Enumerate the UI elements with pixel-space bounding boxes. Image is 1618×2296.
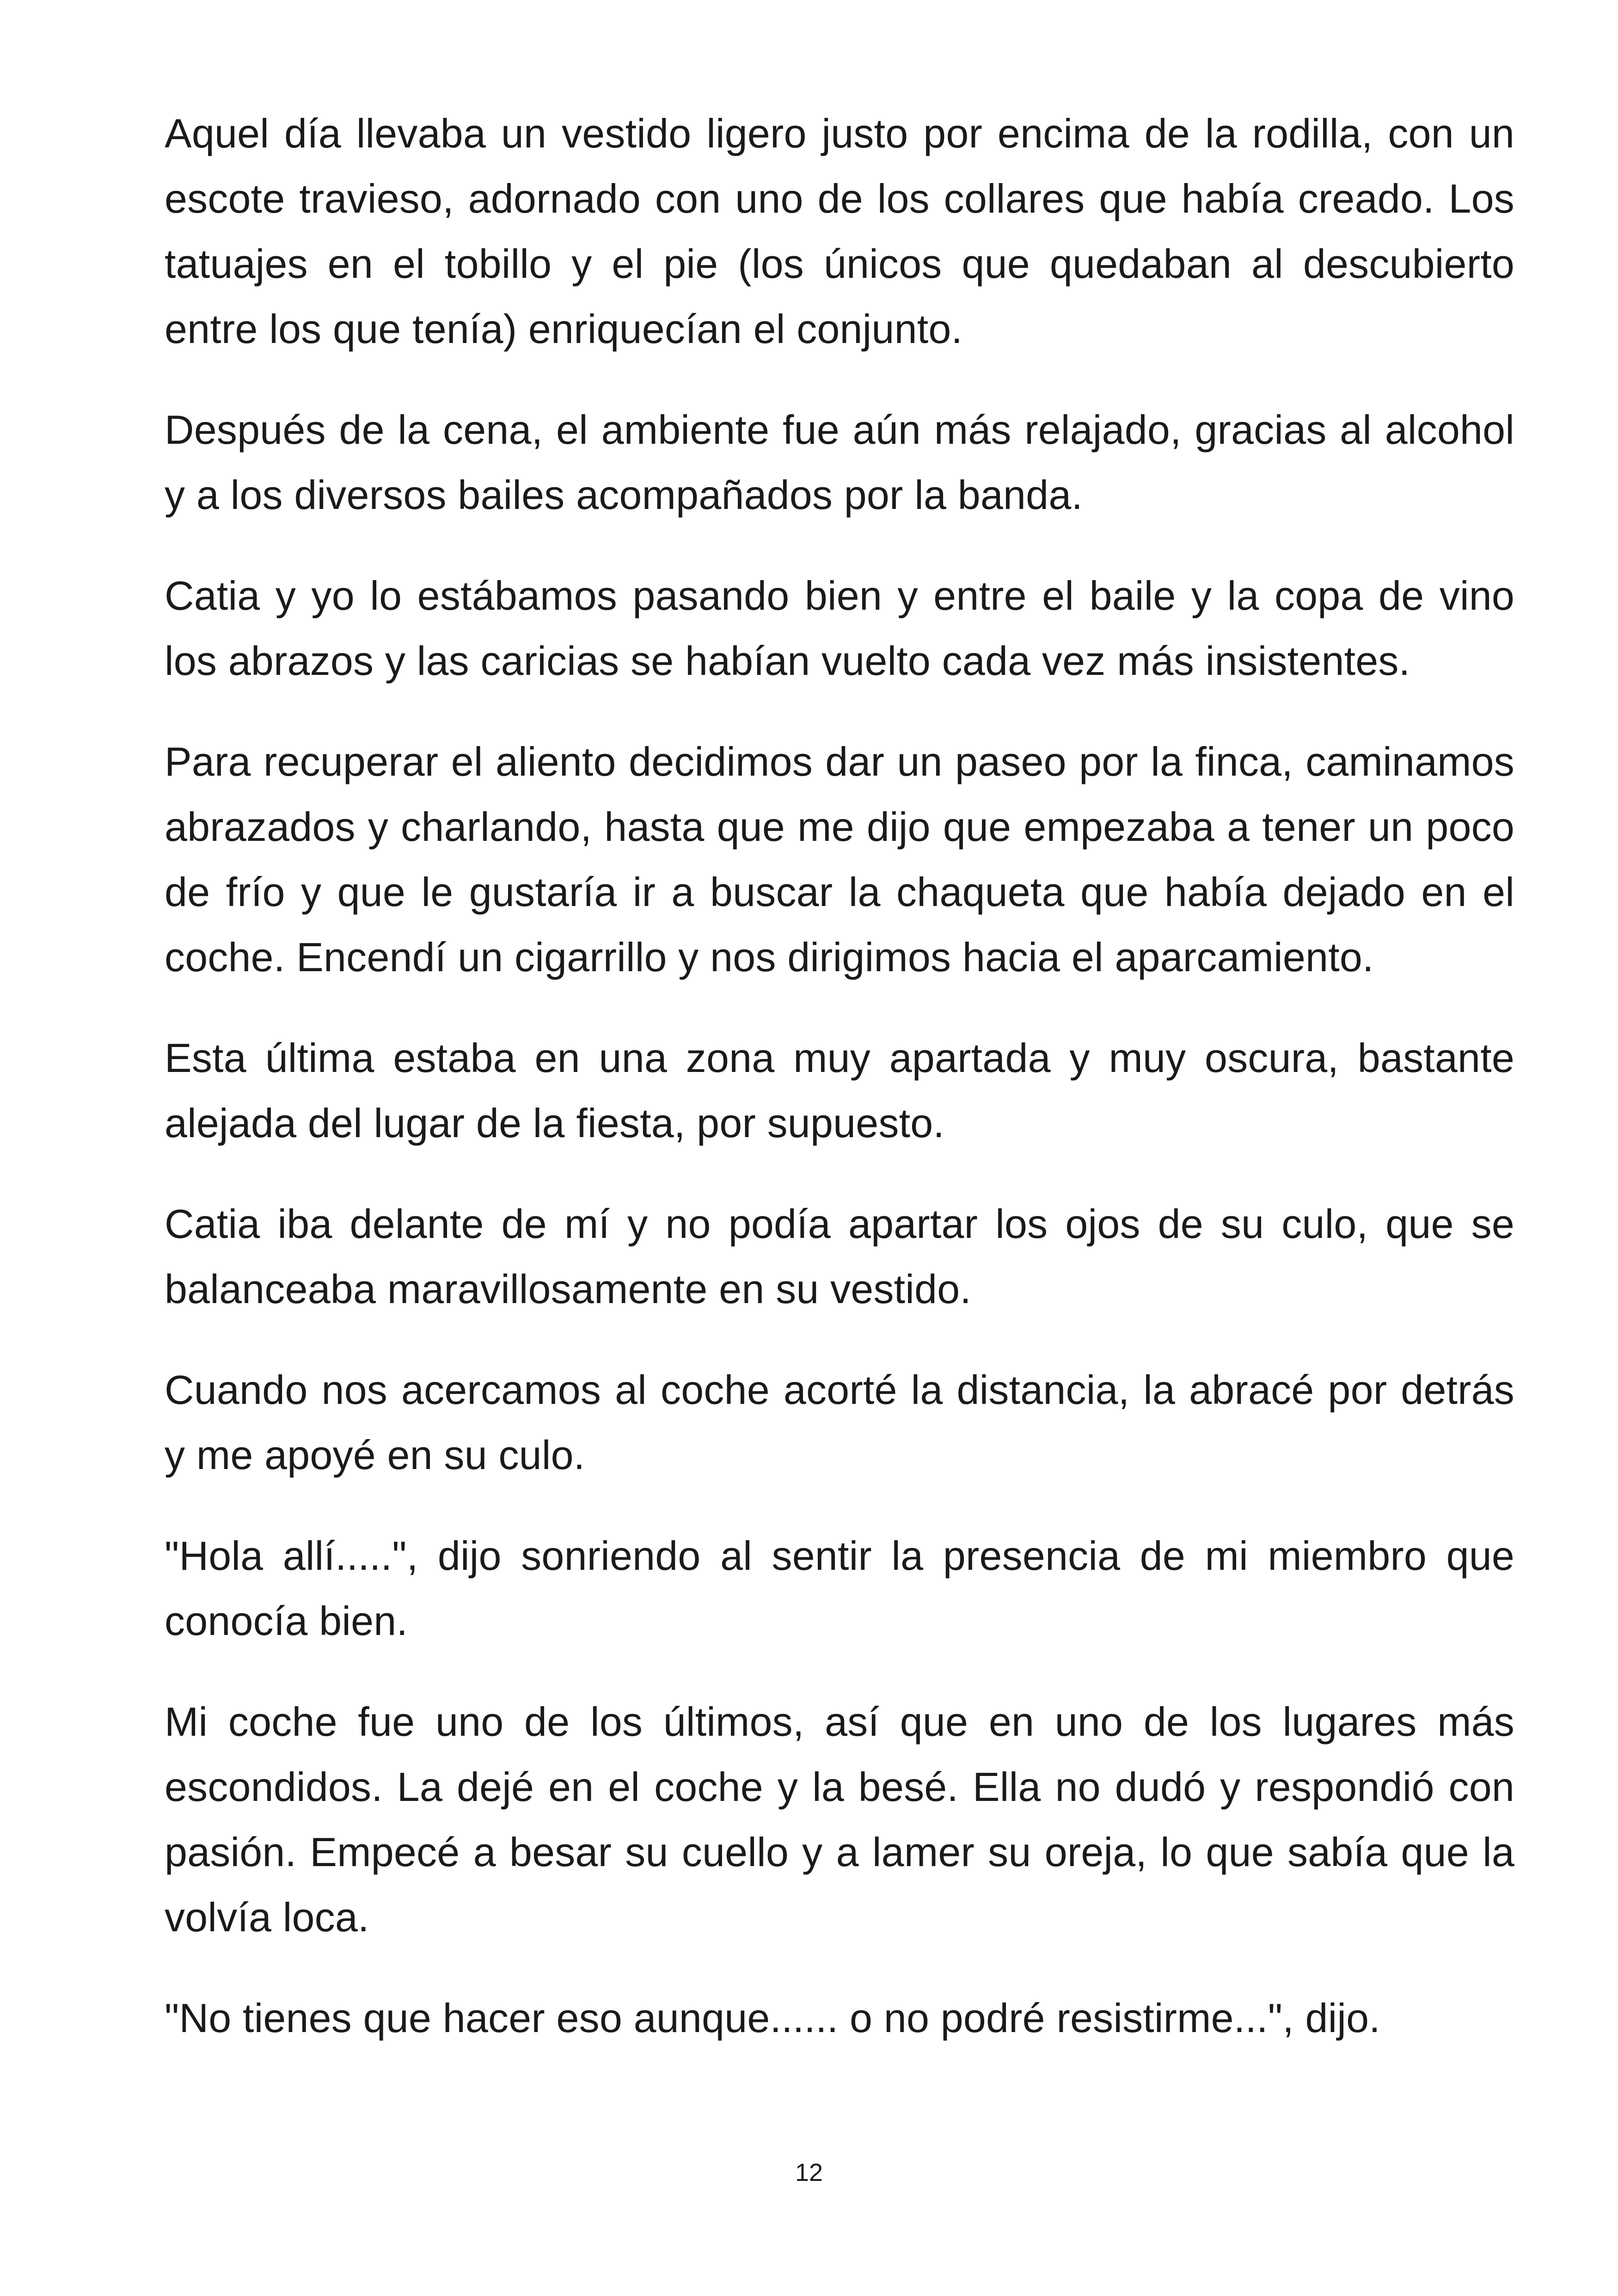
paragraph-4: Para recuperar el aliento decidimos dar un paseo por la finca, caminamos abrazados y charlando, hasta que me dijo que empezaba a tener un poco de frío y que le gustaría ir a buscar la chaqueta que había dejado en el coche. Encendí un cigarrillo y nos dirigimos hacia el aparcamiento. xyxy=(165,739,1514,980)
paragraph-7: Cuando nos acercamos al coche acorté la distancia, la abracé por detrás y me apoyé en su culo. xyxy=(165,1367,1514,1478)
paragraph-10: "No tienes que hacer eso aunque...... o no podré resistirme...", dijo. xyxy=(165,1995,1380,2041)
paragraph-6: Catia iba delante de mí y no podía apartar los ojos de su culo, que se balanceaba maravillosamente en su vestido. xyxy=(165,1201,1514,1312)
paragraph-1: Aquel día llevaba un vestido ligero justo por encima de la rodilla, con un escote travieso, adornado con uno de los collares que había creado. Los tatuajes en el tobillo y el pie (los únicos que quedaban al descubierto entre los que tenía) enriquecían el conjunto. xyxy=(165,110,1514,352)
paragraph-8: "Hola allí.....", dijo sonriendo al sentir la presencia de mi miembro que conocía bien. xyxy=(165,1533,1514,1644)
paragraph-9: Mi coche fue uno de los últimos, así que en uno de los lugares más escondidos. La dejé en el coche y la besé. Ella no dudó y respondió con pasión. Empecé a besar su cuello y a lamer su oreja, lo que sabía que la volvía loca. xyxy=(165,1699,1514,1940)
paragraph-5: Esta última estaba en una zona muy apartada y muy oscura, bastante alejada del lugar de la fiesta, por supuesto. xyxy=(165,1035,1514,1146)
paragraph-2: Después de la cena, el ambiente fue aún más relajado, gracias al alcohol y a los diversos bailes acompañados por la banda. xyxy=(165,407,1514,518)
paragraph-3: Catia y yo lo estábamos pasando bien y entre el baile y la copa de vino los abrazos y las caricias se habían vuelto cada vez más insistentes. xyxy=(165,573,1514,684)
page-number: 12 xyxy=(795,2159,823,2186)
body-text xyxy=(165,101,1514,2086)
